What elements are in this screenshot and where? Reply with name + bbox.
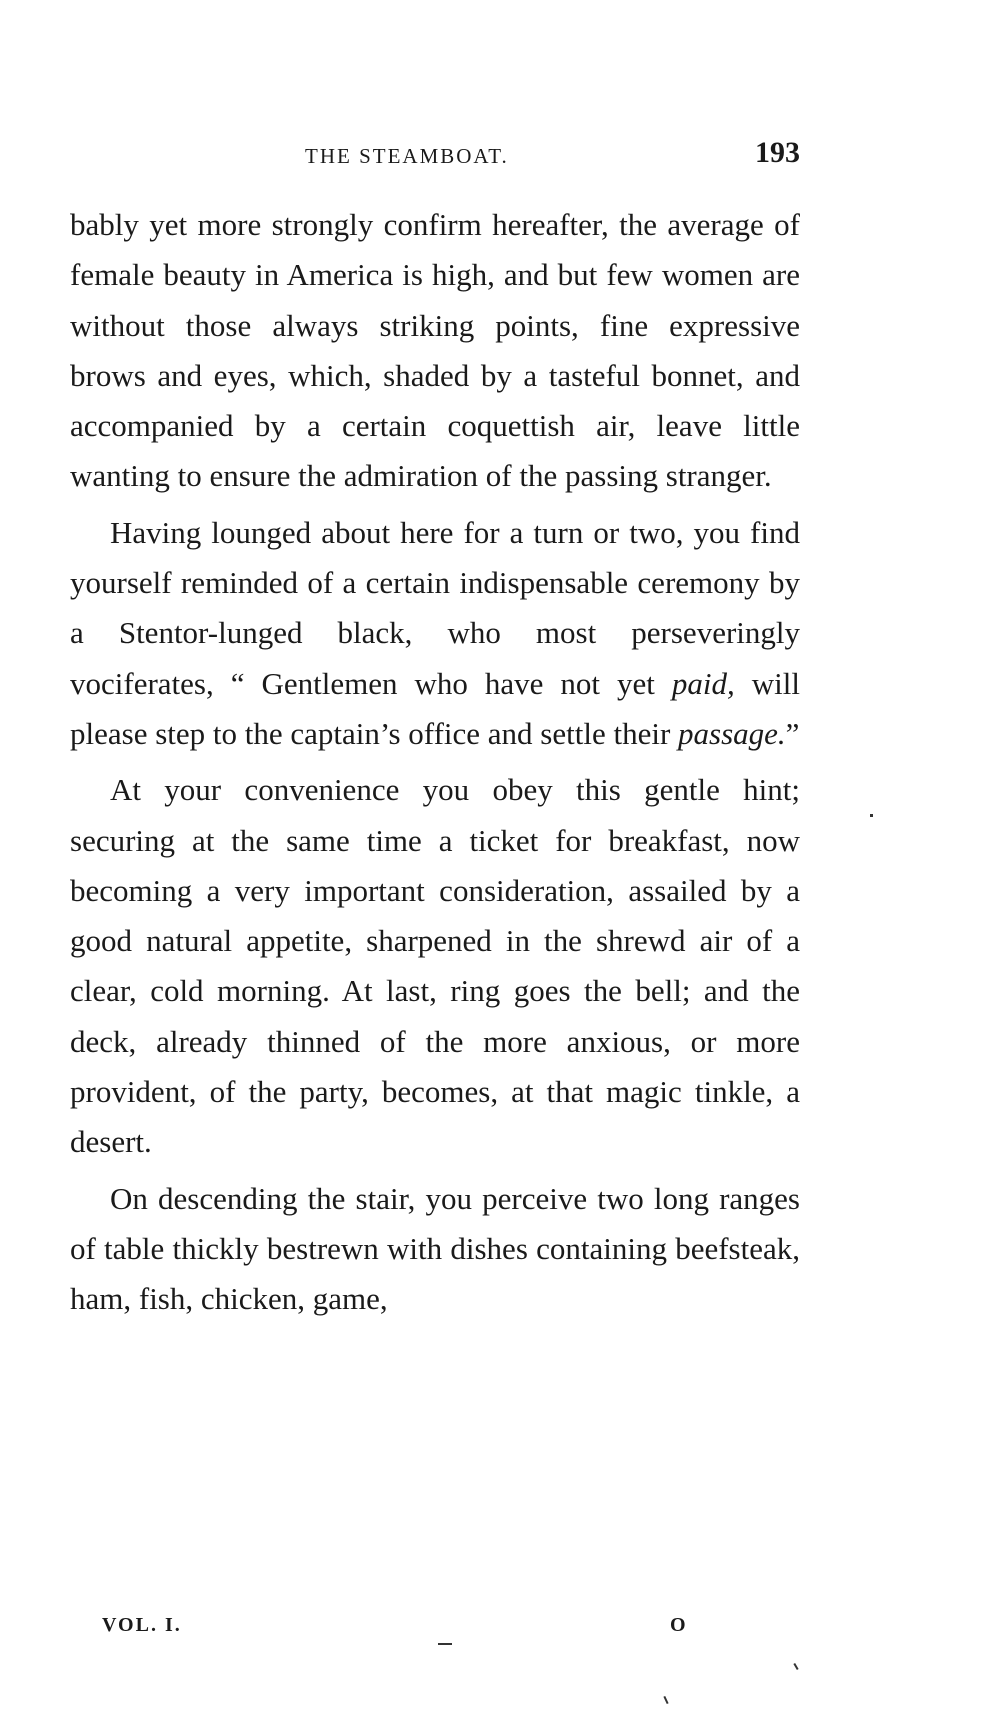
volume-signature: VOL. I. xyxy=(102,1614,182,1636)
running-head xyxy=(70,132,800,172)
paragraph-1: bably yet more strongly confirm hereafter, the average of female beauty in America is high, and but few women are without those always striking points, fine expressive brows and eyes, which, shaded by a tasteful bonnet, and accompanied by a certain coquettish air, leave little wanting to ensure the admiration of the passing stranger. xyxy=(70,207,800,494)
italic-paid: paid, xyxy=(671,665,735,701)
ink-speck xyxy=(870,814,873,817)
paragraph-2-text-b: will please step to the captain’s office and settle their xyxy=(70,665,800,751)
ink-speck xyxy=(793,1663,798,1670)
ink-speck xyxy=(663,1696,668,1704)
paragraph-2 xyxy=(70,508,800,759)
paragraph-4: On descending the stair, you perceive two long ranges of table thickly bestrewn with dishes containing beefsteak, ham, fish, chicken, game, xyxy=(70,1180,800,1317)
paragraph-3: At your convenience you obey this gentle hint; securing at the same time a ticket for breakfast, now becoming a very important consideration, assailed by a good natural appetite, sharpened in the shrewd air of a clear, cold morning. At last, ring goes the bell; and the deck, already thinned of the more anxious, or more provident, of the party, becomes, at that magic tinkle, a desert. xyxy=(70,772,800,1160)
gathering-signature: O xyxy=(670,1614,686,1636)
closing-quote: ” xyxy=(785,715,800,751)
paragraph-2-text-a: Having lounged about here for a turn or two, you find yourself reminded of a certain indispensable ceremony by a Stentor-lunged black, who most perseveringly vociferates, “ Gentlemen who have not yet xyxy=(70,514,800,701)
ink-speck xyxy=(438,1643,452,1645)
page-footer xyxy=(70,1614,800,1654)
running-title: THE STEAMBOAT. xyxy=(305,144,509,168)
body-text xyxy=(70,200,800,1325)
italic-passage: passage. xyxy=(678,715,786,751)
page-number: 193 xyxy=(755,136,800,169)
